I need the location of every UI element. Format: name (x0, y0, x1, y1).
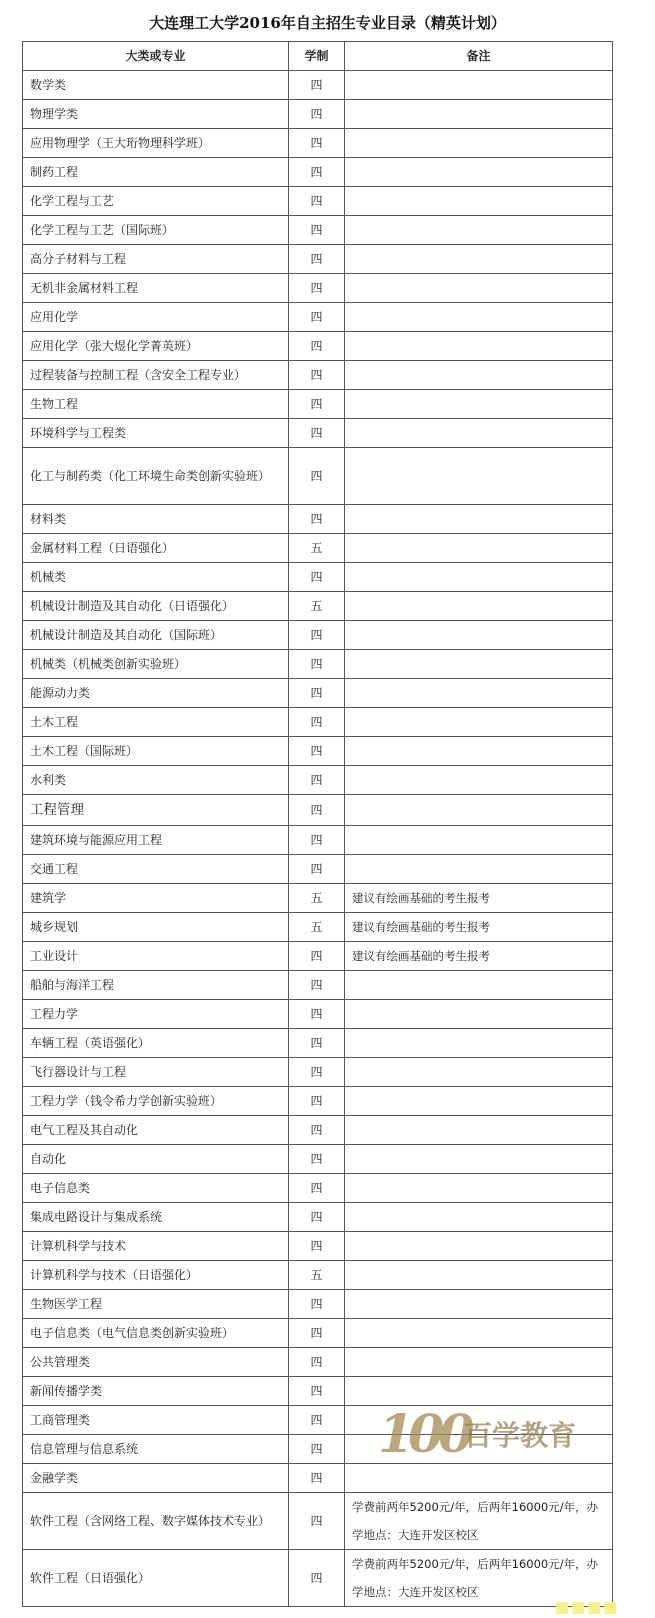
major-cell: 建筑环境与能源应用工程 (23, 826, 289, 855)
years-cell: 四 (289, 100, 345, 129)
major-cell: 计算机科学与技术 (23, 1232, 289, 1261)
major-cell: 土木工程 (23, 708, 289, 737)
note-cell (345, 534, 613, 563)
note-cell (345, 158, 613, 187)
note-cell (345, 766, 613, 795)
years-cell: 四 (289, 708, 345, 737)
note-cell (345, 1232, 613, 1261)
note-cell (345, 1000, 613, 1029)
note-cell (345, 1174, 613, 1203)
note-cell (345, 1348, 613, 1377)
years-cell: 四 (289, 1290, 345, 1319)
note-cell (345, 563, 613, 592)
note-cell (345, 216, 613, 245)
header-note: 备注 (345, 42, 613, 71)
major-cell: 机械类（机械类创新实验班） (23, 650, 289, 679)
major-cell: 金融学类 (23, 1464, 289, 1493)
table-row (23, 1290, 613, 1319)
note-cell (345, 592, 613, 621)
note-cell (345, 505, 613, 534)
table-row (23, 100, 613, 129)
years-cell: 四 (289, 303, 345, 332)
note-cell (345, 448, 613, 505)
years-cell: 四 (289, 274, 345, 303)
table-row (23, 216, 613, 245)
years-cell: 四 (289, 1406, 345, 1435)
note-cell (345, 1319, 613, 1348)
years-cell: 四 (289, 419, 345, 448)
years-cell: 四 (289, 855, 345, 884)
years-cell: 四 (289, 1029, 345, 1058)
table-row (23, 1000, 613, 1029)
watermark-number: 100 (378, 1404, 469, 1465)
table-row (23, 1174, 613, 1203)
note-cell (345, 708, 613, 737)
years-cell: 五 (289, 913, 345, 942)
years-cell: 四 (289, 1174, 345, 1203)
years-cell: 四 (289, 361, 345, 390)
years-cell: 四 (289, 448, 345, 505)
major-cell: 制药工程 (23, 158, 289, 187)
major-cell: 物理学类 (23, 100, 289, 129)
table-row (23, 1232, 613, 1261)
years-cell: 四 (289, 1087, 345, 1116)
table-row (23, 1203, 613, 1232)
note-cell (345, 129, 613, 158)
major-cell: 化学工程与工艺 (23, 187, 289, 216)
years-cell: 四 (289, 1464, 345, 1493)
years-cell: 四 (289, 505, 345, 534)
table-row (23, 737, 613, 766)
major-cell: 化学工程与工艺（国际班） (23, 216, 289, 245)
major-cell: 水利类 (23, 766, 289, 795)
years-cell: 四 (289, 216, 345, 245)
note-cell (345, 303, 613, 332)
major-cell: 金属材料工程（日语强化） (23, 534, 289, 563)
major-cell: 信息管理与信息系统 (23, 1435, 289, 1464)
years-cell: 五 (289, 534, 345, 563)
table-row (23, 361, 613, 390)
note-cell (345, 855, 613, 884)
note-cell (345, 1377, 613, 1406)
table-row (23, 1493, 613, 1550)
table-header-row (23, 42, 613, 71)
major-cell: 应用物理学（王大珩物理科学班） (23, 129, 289, 158)
major-cell: 生物医学工程 (23, 1290, 289, 1319)
major-cell: 集成电路设计与集成系统 (23, 1203, 289, 1232)
major-catalog-table (22, 41, 613, 1607)
note-cell: 建议有绘画基础的考生报考 (345, 913, 613, 942)
major-cell: 工程力学（钱令希力学创新实验班） (23, 1087, 289, 1116)
years-cell: 四 (289, 826, 345, 855)
years-cell: 四 (289, 1319, 345, 1348)
years-cell: 四 (289, 71, 345, 100)
note-cell (345, 826, 613, 855)
note-cell (345, 100, 613, 129)
major-cell: 过程装备与控制工程（含安全工程专业） (23, 361, 289, 390)
table-row (23, 592, 613, 621)
table-row (23, 1058, 613, 1087)
table-row (23, 245, 613, 274)
major-cell: 电子信息类（电气信息类创新实验班） (23, 1319, 289, 1348)
major-cell: 工程力学 (23, 1000, 289, 1029)
years-cell: 四 (289, 942, 345, 971)
note-cell (345, 1058, 613, 1087)
note-cell (345, 1145, 613, 1174)
years-cell: 五 (289, 1261, 345, 1290)
table-row (23, 971, 613, 1000)
years-cell: 四 (289, 795, 345, 826)
major-cell: 公共管理类 (23, 1348, 289, 1377)
table-row (23, 766, 613, 795)
decorative-marks (556, 1599, 634, 1613)
years-cell: 四 (289, 1377, 345, 1406)
major-cell: 环境科学与工程类 (23, 419, 289, 448)
page-title: 大连理工大学2016年自主招生专业目录（精英计划） (149, 14, 506, 32)
years-cell: 四 (289, 737, 345, 766)
years-cell: 四 (289, 1550, 345, 1607)
table-row (23, 884, 613, 913)
note-cell (345, 274, 613, 303)
major-cell: 机械类 (23, 563, 289, 592)
years-cell: 四 (289, 1493, 345, 1550)
note-cell (345, 737, 613, 766)
note-cell (345, 679, 613, 708)
brand-watermark-logo (378, 1404, 578, 1464)
note-cell (345, 187, 613, 216)
major-cell: 机械设计制造及其自动化（国际班） (23, 621, 289, 650)
table-row (23, 708, 613, 737)
table-row (23, 621, 613, 650)
table-row (23, 942, 613, 971)
note-cell (345, 795, 613, 826)
note-cell (345, 621, 613, 650)
note-cell (345, 971, 613, 1000)
major-cell: 船舶与海洋工程 (23, 971, 289, 1000)
table-row (23, 1348, 613, 1377)
note-cell (345, 650, 613, 679)
major-cell: 土木工程（国际班） (23, 737, 289, 766)
note-cell (345, 1290, 613, 1319)
table-row (23, 650, 613, 679)
table-row (23, 187, 613, 216)
years-cell: 四 (289, 129, 345, 158)
major-cell: 应用化学（张大煜化学菁英班） (23, 332, 289, 361)
table-row (23, 1145, 613, 1174)
note-cell: 建议有绘画基础的考生报考 (345, 942, 613, 971)
header-major: 大类或专业 (23, 42, 289, 71)
years-cell: 四 (289, 1116, 345, 1145)
years-cell: 四 (289, 390, 345, 419)
years-cell: 四 (289, 1435, 345, 1464)
major-cell: 工商管理类 (23, 1406, 289, 1435)
note-cell (345, 1203, 613, 1232)
note-cell (345, 419, 613, 448)
table-row (23, 913, 613, 942)
table-row (23, 1377, 613, 1406)
major-cell: 能源动力类 (23, 679, 289, 708)
table-row (23, 1029, 613, 1058)
years-cell: 五 (289, 592, 345, 621)
table-row (23, 71, 613, 100)
note-cell (345, 361, 613, 390)
years-cell: 四 (289, 621, 345, 650)
note-cell (345, 1029, 613, 1058)
table-row (23, 534, 613, 563)
table-row (23, 129, 613, 158)
years-cell: 四 (289, 650, 345, 679)
years-cell: 四 (289, 187, 345, 216)
table-row (23, 448, 613, 505)
major-cell: 电气工程及其自动化 (23, 1116, 289, 1145)
years-cell: 四 (289, 332, 345, 361)
major-cell: 建筑学 (23, 884, 289, 913)
major-cell: 车辆工程（英语强化） (23, 1029, 289, 1058)
table-row (23, 679, 613, 708)
years-cell: 四 (289, 158, 345, 187)
major-cell: 化工与制药类（化工环境生命类创新实验班） (23, 448, 289, 505)
years-cell: 四 (289, 766, 345, 795)
major-cell: 工业设计 (23, 942, 289, 971)
table-row (23, 419, 613, 448)
note-cell (345, 71, 613, 100)
note-cell (345, 245, 613, 274)
table-row (23, 158, 613, 187)
table-row (23, 303, 613, 332)
major-cell: 材料类 (23, 505, 289, 534)
years-cell: 四 (289, 1203, 345, 1232)
table-row (23, 274, 613, 303)
major-cell: 软件工程（含网络工程、数字媒体技术专业） (23, 1493, 289, 1550)
major-cell: 生物工程 (23, 390, 289, 419)
years-cell: 四 (289, 971, 345, 1000)
table-row (23, 1261, 613, 1290)
major-cell: 自动化 (23, 1145, 289, 1174)
major-cell: 飞行器设计与工程 (23, 1058, 289, 1087)
table-row (23, 563, 613, 592)
table-row (23, 826, 613, 855)
major-cell: 数学类 (23, 71, 289, 100)
table-row (23, 1464, 613, 1493)
years-cell: 五 (289, 884, 345, 913)
years-cell: 四 (289, 679, 345, 708)
years-cell: 四 (289, 1145, 345, 1174)
table-row (23, 1087, 613, 1116)
years-cell: 四 (289, 1000, 345, 1029)
major-cell: 电子信息类 (23, 1174, 289, 1203)
major-cell: 机械设计制造及其自动化（日语强化） (23, 592, 289, 621)
years-cell: 四 (289, 1348, 345, 1377)
table-row (23, 505, 613, 534)
note-cell (345, 390, 613, 419)
note-cell: 建议有绘画基础的考生报考 (345, 884, 613, 913)
table-row (23, 855, 613, 884)
note-cell: 学费前两年5200元/年，后两年16000元/年，办学地点：大连开发区校区 (345, 1550, 613, 1607)
years-cell: 四 (289, 563, 345, 592)
major-cell: 城乡规划 (23, 913, 289, 942)
note-cell: 学费前两年5200元/年，后两年16000元/年，办学地点：大连开发区校区 (345, 1493, 613, 1550)
major-cell: 交通工程 (23, 855, 289, 884)
years-cell: 四 (289, 245, 345, 274)
major-cell: 高分子材料与工程 (23, 245, 289, 274)
years-cell: 四 (289, 1232, 345, 1261)
table-row (23, 332, 613, 361)
major-cell: 无机非金属材料工程 (23, 274, 289, 303)
note-cell (345, 1087, 613, 1116)
note-cell (345, 1464, 613, 1493)
table-row (23, 1319, 613, 1348)
major-cell: 新闻传播学类 (23, 1377, 289, 1406)
watermark-text: 百学教育 (464, 1419, 577, 1452)
major-cell: 应用化学 (23, 303, 289, 332)
note-cell (345, 332, 613, 361)
years-cell: 四 (289, 1058, 345, 1087)
note-cell (345, 1261, 613, 1290)
major-cell: 计算机科学与技术（日语强化） (23, 1261, 289, 1290)
major-cell: 软件工程（日语强化） (23, 1550, 289, 1607)
note-cell (345, 1116, 613, 1145)
table-row (23, 1116, 613, 1145)
table-row (23, 390, 613, 419)
major-cell: 工程管理 (23, 795, 289, 826)
header-years: 学制 (289, 42, 345, 71)
table-row (23, 1550, 613, 1607)
table-row (23, 795, 613, 826)
